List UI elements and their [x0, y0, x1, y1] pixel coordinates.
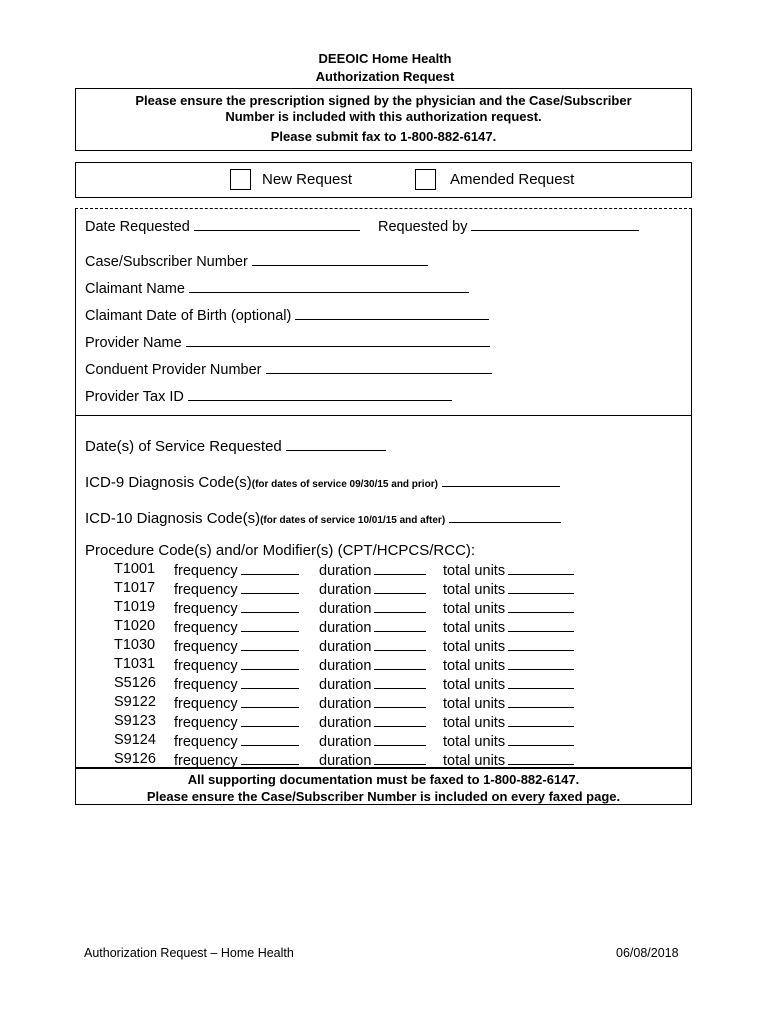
provider-name-field [85, 332, 490, 351]
icd10-note: (for dates of service 10/01/15 and after) [260, 515, 446, 526]
duration-label: duration [319, 563, 372, 579]
icd9-label: ICD-9 Diagnosis Code(s) [85, 474, 252, 491]
total-units-label: total units [443, 658, 506, 674]
frequency-field [174, 599, 299, 617]
frequency-line[interactable] [241, 713, 299, 727]
duration-label: duration [319, 753, 372, 769]
duration-label: duration [319, 696, 372, 712]
frequency-label: frequency [174, 753, 238, 769]
total-units-field [443, 732, 574, 750]
frequency-line[interactable] [241, 637, 299, 651]
frequency-line[interactable] [241, 580, 299, 594]
frequency-line[interactable] [241, 656, 299, 670]
claimant-dob-field [85, 305, 489, 324]
notice-line-2: Number is included with this authorization request. [225, 109, 542, 124]
frequency-field [174, 732, 299, 750]
duration-label: duration [319, 639, 372, 655]
duration-line[interactable] [374, 675, 426, 689]
claimant-name-label: Claimant Name [85, 281, 185, 297]
procedure-row [85, 656, 725, 675]
page-title: DEEOIC Home Health [318, 51, 452, 66]
total-units-line[interactable] [508, 751, 574, 765]
total-units-line[interactable] [508, 694, 574, 708]
total-units-field [443, 751, 574, 769]
frequency-line[interactable] [241, 599, 299, 613]
frequency-field [174, 694, 299, 712]
supporting-doc-box [75, 768, 692, 805]
total-units-label: total units [443, 601, 506, 617]
frequency-field [174, 637, 299, 655]
total-units-field [443, 599, 574, 617]
procedure-row [85, 675, 725, 694]
frequency-field [174, 561, 299, 579]
frequency-label: frequency [174, 696, 238, 712]
duration-field [319, 732, 426, 750]
total-units-field [443, 618, 574, 636]
duration-label: duration [319, 658, 372, 674]
notice-line-3: Please submit fax to 1-800-882-6147. [270, 129, 497, 144]
total-units-label: total units [443, 696, 506, 712]
frequency-label: frequency [174, 639, 238, 655]
amended-request-checkbox[interactable] [415, 169, 436, 190]
frequency-line[interactable] [241, 694, 299, 708]
total-units-label: total units [443, 753, 506, 769]
frequency-line[interactable] [241, 732, 299, 746]
date-requested-line[interactable] [194, 216, 360, 231]
conduent-provider-number-field [85, 359, 492, 378]
duration-line[interactable] [374, 561, 426, 575]
supporting-line-1: All supporting documentation must be faxed to 1-800-882-6147. [187, 772, 580, 787]
frequency-label: frequency [174, 715, 238, 731]
case-number-line[interactable] [252, 251, 428, 266]
procedure-heading: Procedure Code(s) and/or Modifier(s) (CPT/HCPCS/RCC): [85, 542, 476, 559]
total-units-line[interactable] [508, 580, 574, 594]
total-units-line[interactable] [508, 732, 574, 746]
dates-of-service-field [85, 436, 386, 455]
procedure-row [85, 694, 725, 713]
total-units-line[interactable] [508, 675, 574, 689]
procedure-row [85, 599, 725, 618]
duration-field [319, 694, 426, 712]
frequency-label: frequency [174, 563, 238, 579]
duration-line[interactable] [374, 732, 426, 746]
procedure-code: S9123 [114, 713, 156, 729]
frequency-label: frequency [174, 620, 238, 636]
duration-line[interactable] [374, 656, 426, 670]
icd10-label: ICD-10 Diagnosis Code(s) [85, 510, 261, 527]
frequency-label: frequency [174, 658, 238, 674]
duration-field [319, 599, 426, 617]
frequency-label: frequency [174, 734, 238, 750]
duration-field [319, 713, 426, 731]
procedure-code: T1031 [114, 656, 156, 672]
procedure-row [85, 580, 725, 599]
procedure-code: T1001 [114, 561, 156, 577]
duration-line[interactable] [374, 694, 426, 708]
total-units-line[interactable] [508, 618, 574, 632]
date-requested-field [85, 216, 360, 235]
date-requested-label: Date Requested [85, 219, 190, 235]
duration-field [319, 561, 426, 579]
icd10-line[interactable] [449, 508, 561, 523]
procedure-row [85, 732, 725, 751]
procedure-row [85, 713, 725, 732]
notice-line-1: Please ensure the prescription signed by the physician and the Case/Subscriber [135, 93, 632, 108]
requested-by-label: Requested by [378, 219, 468, 235]
duration-line[interactable] [374, 637, 426, 651]
procedure-row [85, 561, 725, 580]
conduent-provider-number-line[interactable] [266, 359, 492, 374]
icd9-note: (for dates of service 09/30/15 and prior) [251, 479, 438, 490]
duration-line[interactable] [374, 751, 426, 765]
duration-line[interactable] [374, 618, 426, 632]
page-subtitle: Authorization Request [315, 69, 455, 84]
frequency-line[interactable] [241, 675, 299, 689]
dates-of-service-label: Date(s) of Service Requested [85, 438, 282, 455]
total-units-line[interactable] [508, 637, 574, 651]
procedure-code: S9124 [114, 732, 156, 748]
procedure-code: T1017 [114, 580, 156, 596]
total-units-label: total units [443, 582, 506, 598]
procedure-code: T1020 [114, 618, 156, 634]
total-units-field [443, 675, 574, 693]
notice-box [75, 88, 692, 151]
duration-line[interactable] [374, 580, 426, 594]
requested-by-field [378, 216, 639, 235]
frequency-label: frequency [174, 582, 238, 598]
amended-request-label: Amended Request [450, 171, 575, 188]
icd10-field [85, 508, 561, 527]
case-number-label: Case/Subscriber Number [85, 254, 248, 270]
total-units-field [443, 637, 574, 655]
frequency-field [174, 618, 299, 636]
claimant-name-line[interactable] [189, 278, 469, 293]
provider-name-line[interactable] [186, 332, 490, 347]
duration-field [319, 637, 426, 655]
total-units-label: total units [443, 677, 506, 693]
total-units-label: total units [443, 715, 506, 731]
total-units-label: total units [443, 620, 506, 636]
procedure-row [85, 637, 725, 656]
frequency-line[interactable] [241, 618, 299, 632]
requested-by-line[interactable] [471, 216, 639, 231]
claimant-dob-line[interactable] [295, 305, 489, 320]
frequency-field [174, 675, 299, 693]
procedure-code-list [85, 561, 695, 771]
total-units-field [443, 713, 574, 731]
frequency-label: frequency [174, 677, 238, 693]
total-units-field [443, 580, 574, 598]
total-units-field [443, 561, 574, 579]
conduent-provider-number-label: Conduent Provider Number [85, 362, 262, 378]
duration-field [319, 656, 426, 674]
icd9-field [85, 472, 560, 491]
duration-field [319, 580, 426, 598]
dates-of-service-line[interactable] [286, 436, 386, 451]
claimant-dob-label: Claimant Date of Birth (optional) [85, 308, 292, 324]
frequency-field [174, 713, 299, 731]
frequency-field [174, 580, 299, 598]
duration-label: duration [319, 734, 372, 750]
procedure-code: T1019 [114, 599, 156, 615]
total-units-label: total units [443, 563, 506, 579]
case-number-field [85, 251, 428, 270]
footer-document-title: Authorization Request – Home Health [84, 946, 294, 960]
icd9-line[interactable] [442, 472, 560, 487]
procedure-code: S9126 [114, 751, 156, 767]
procedure-code: S5126 [114, 675, 156, 691]
duration-label: duration [319, 715, 372, 731]
total-units-field [443, 694, 574, 712]
total-units-label: total units [443, 734, 506, 750]
duration-label: duration [319, 582, 372, 598]
footer-date: 06/08/2018 [616, 946, 679, 960]
frequency-line[interactable] [241, 561, 299, 575]
duration-field [319, 618, 426, 636]
total-units-field [443, 656, 574, 674]
frequency-line[interactable] [241, 751, 299, 765]
provider-tax-id-line[interactable] [188, 386, 452, 401]
provider-name-label: Provider Name [85, 335, 182, 351]
total-units-label: total units [443, 639, 506, 655]
frequency-label: frequency [174, 601, 238, 617]
duration-label: duration [319, 677, 372, 693]
procedure-row [85, 618, 725, 637]
supporting-line-2: Please ensure the Case/Subscriber Number is included on every faxed page. [146, 789, 621, 804]
frequency-field [174, 656, 299, 674]
frequency-field [174, 751, 299, 769]
new-request-checkbox[interactable] [230, 169, 251, 190]
procedure-code: T1030 [114, 637, 156, 653]
new-request-label: New Request [262, 171, 353, 188]
total-units-line[interactable] [508, 561, 574, 575]
total-units-line[interactable] [508, 656, 574, 670]
procedure-code: S9122 [114, 694, 156, 710]
duration-label: duration [319, 620, 372, 636]
request-type-box [75, 162, 692, 198]
duration-field [319, 675, 426, 693]
claimant-name-field [85, 278, 469, 297]
duration-line[interactable] [374, 599, 426, 613]
duration-line[interactable] [374, 713, 426, 727]
duration-field [319, 751, 426, 769]
provider-tax-id-label: Provider Tax ID [85, 389, 184, 405]
total-units-line[interactable] [508, 713, 574, 727]
provider-tax-id-field [85, 386, 452, 405]
duration-label: duration [319, 601, 372, 617]
total-units-line[interactable] [508, 599, 574, 613]
